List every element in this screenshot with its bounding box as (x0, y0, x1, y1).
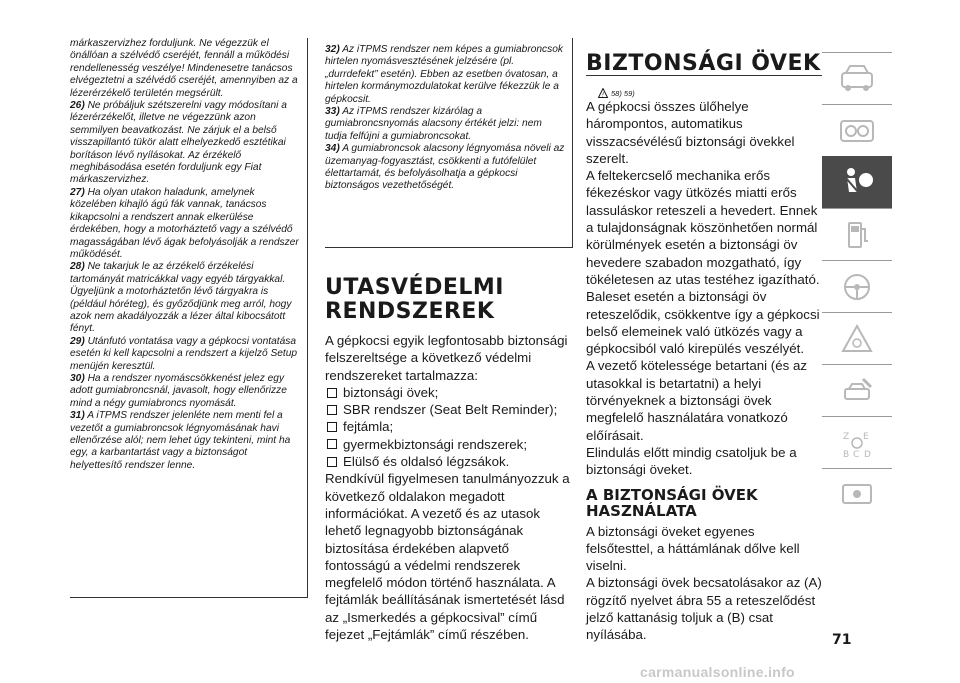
note-number: 34) (325, 143, 340, 155)
right-column (586, 52, 822, 644)
tab-multimedia[interactable] (822, 468, 892, 520)
note-number: 29) (70, 335, 85, 347)
note-number: 26) (70, 100, 85, 112)
section-heading: UTASVÉDELMI RENDSZEREK (325, 275, 504, 324)
list-item (325, 453, 573, 470)
note-text: Ha olyan utakon haladunk, amelynek közelében kihajló ágú fák vannak, tanácsos kikapcsolni a rendszert annak elkerülése érdekében, hogy a motorháztető vagy a szélvédő magasságában lévő ágak befolyásolják a rendszer működését. (70, 186, 299, 260)
checkbox-icon (327, 388, 337, 398)
list-item-label: Elülső és oldalsó légzsákok. (343, 454, 510, 470)
seatbelt-airbag-icon (837, 164, 877, 200)
watermark: carmanualsonline.info (640, 664, 795, 680)
note-text: A iTPMS rendszer jelenléte nem menti fel a vezetőt a gumiabroncsok légnyomásának havi ellenőrzése alól; nem lehet úgy tekinteni, mint ha egy, a karbantartást vagy a biztonságot helyettesítő rendszer lenne. (70, 410, 291, 471)
note-number: 31) (70, 410, 85, 422)
note-text: Ne próbáljuk szétszerelni vagy módosítani a lézerérzékelőt, illetve ne végezzünk azon semmilyen beavatkozást. Ne zárjuk el a belső visszapillantó tükör alatt elhelyezkedő esztétikai borításon lévő nyílásokat. Az érzékelő meghibásodása esetén forduljunk egy Fiat márkaszervizhez. (70, 100, 287, 186)
fuel-pump-icon (837, 217, 877, 253)
list-item-label: fejtámla; (343, 419, 394, 435)
note-number: 27) (70, 186, 85, 198)
tab-safety[interactable] (822, 156, 892, 208)
paragraph: A biztonsági öveket egyenes felsőtesttel, a háttámlának dőlve kell viselni. (586, 523, 800, 574)
note-paragraph (70, 100, 301, 187)
note-paragraph (325, 44, 566, 106)
note-text: Az iTPMS rendszer kizárólag a gumiabroncsnyomás alacsony értékét jelzi: nem tudja felfújni a gumiabroncsokat. (325, 106, 542, 142)
paragraph: A biztonsági övek becsatolásakor az (A) rögzítő nyelvet ábra 55 a reteszelődést jelző kattanásig toljuk a (B) csat nyílásába. (586, 575, 822, 643)
note-paragraph (70, 38, 301, 100)
note-paragraph (70, 373, 301, 410)
note-paragraph (325, 106, 566, 143)
chapter-tabs (822, 52, 892, 520)
dashboard-icon (837, 113, 877, 149)
svg-text:D: D (864, 449, 871, 460)
left-notes-column (70, 38, 308, 598)
paragraph: A vezető kötelessége betartani (és az utasokkal is betartatni) a helyi törvényeknek a biztonsági övek megfelelő használatára vonatkozó előírásait. (586, 358, 808, 443)
note-number: 28) (70, 261, 85, 273)
tab-car[interactable] (822, 52, 892, 104)
wrench-car-icon (837, 373, 877, 409)
list-item (325, 401, 573, 418)
note-paragraph (70, 261, 301, 335)
checkbox-icon (327, 405, 337, 415)
protection-systems-list (325, 384, 573, 470)
note-text: Ne takarjuk le az érzékelő érzékelési tartományát matricákkal vagy egyéb tárgyakkal. Ügyeljünk a motorháztetőn lévő tárgyakra is (például hóréteg), és győződjünk meg arról, hogy azok nem akadályozzák a lézer által kibocsátott fényt. (70, 261, 292, 335)
warning-triangle-icon (837, 321, 877, 357)
intro-text: A gépkocsi egyik legfontosabb biztonsági felszereltsége a következő védelmi rendszereket tartalmazza: (325, 333, 568, 383)
list-item (325, 436, 573, 453)
paragraph: A gépkocsi összes ülőhelye hárompontos, automatikus visszacsévélésű biztonsági övekkel szerelt. (586, 99, 795, 166)
note-text: Az iTPMS rendszer nem képes a gumiabroncsok hirtelen nyomásvesztésének jelzésére (pl. „durrdefekt” esetén). Ebben az esetben óvatosan, a hirtelen kormánymozdulatokat kerülve fékezzük le a gépkocsit. (325, 44, 564, 105)
tab-emergency[interactable] (822, 312, 892, 364)
tab-maintenance[interactable] (822, 364, 892, 416)
svg-text:C: C (853, 449, 860, 460)
paragraph: Elindulás előtt mindig csatoljuk be a biztonsági öveket. (586, 444, 797, 478)
outro-text: Rendkívül figyelmesen tanulmányozzuk a következő oldalakon megadott információkat. A vezető és az utasok lehető legnagyobb biztonságának biztosítása érdekében alapvető fontosságú a védelmi rendszerek megfelelő módon történő használata. A fejtámlák beállításának ismertetését lásd az „Ismerkedés a gépkocsival” című fejezet „Fejtámlák” című részében. (325, 471, 570, 643)
note-number: 32) (325, 44, 340, 55)
subsection-heading: A BIZTONSÁGI ÖVEK HASZNÁLATA (586, 485, 758, 520)
note-paragraph (70, 410, 301, 472)
warning-triangle-icon (598, 88, 608, 98)
note-number: 30) (70, 372, 85, 384)
list-item (325, 418, 573, 435)
note-paragraph (70, 336, 301, 373)
steering-wheel-icon (837, 269, 877, 305)
list-item-label: gyermekbiztonsági rendszerek; (343, 436, 528, 452)
multimedia-icon (837, 477, 877, 513)
gear-shift-icon (837, 425, 877, 461)
checkbox-icon (327, 457, 337, 467)
tab-technical-data[interactable] (822, 416, 892, 468)
page-title: BIZTONSÁGI ÖVEK (586, 51, 821, 76)
svg-text:B: B (843, 449, 850, 460)
warning-refs-text: 58) 59) (611, 88, 635, 98)
list-item-label: SBR rendszer (Seat Belt Reminder); (343, 402, 558, 418)
note-paragraph (325, 143, 566, 193)
tab-steering[interactable] (822, 260, 892, 312)
note-paragraph (70, 187, 301, 261)
tab-dashboard[interactable] (822, 104, 892, 156)
note-text: Ha a rendszer nyomáscsökkenést jelez egy adott gumiabroncsnál, javasolt, hogy ellenőrizze mind a négy gumiabroncs nyomását. (70, 372, 287, 409)
note-text: Utánfutó vontatása vagy a gépkocsi vontatása esetén ki kell kapcsolni a rendszert a kijelző Setup menüjén keresztül. (70, 335, 298, 372)
car-icon (837, 61, 877, 97)
warning-refs (598, 88, 822, 98)
list-item (325, 384, 573, 401)
paragraph: A feltekercselő mechanika erős fékezéskor vagy ütközés miatti erős lassuláskor reteszeli a hevedert. Ennek a tulajdonságnak köszönhetően normál körülmények esetén a biztonsági öv hevedere szabadon mozgatható, így tökéletesen az utas testéhez igazítható. Baleset esetén a biztonsági öv reteszelődik, csökkentve így a gépkocsi belső elemeinek való ütközés vagy a gépkocsiból való kirepülés veszélyét. (586, 168, 820, 357)
middle-column (325, 38, 573, 643)
note-number: 33) (325, 106, 340, 118)
notes-box (325, 38, 573, 248)
note-text: márkaszervizhez forduljunk. Ne végezzük el önállóan a szélvédő cseréjét, fennáll a működési rendellenesség veszélye! Mindenesetre tanácsos elvégeztetni a szélvédő cseréjét, amennyiben az a lézerérzékelő területén megsérült. (70, 38, 298, 99)
svg-text:E: E (863, 431, 869, 442)
checkbox-icon (327, 422, 337, 432)
list-item-label: biztonsági övek; (343, 384, 439, 400)
svg-text:!: ! (601, 91, 605, 98)
checkbox-icon (327, 439, 337, 449)
page-number: 71 (832, 632, 852, 648)
svg-text:Z: Z (843, 431, 850, 442)
note-text: A gumiabroncsok alacsony légnyomása növeli az üzemanyag-fogyasztást, csökkenti a futófelület élettartamát, és befolyásolhatja a gépkocsi biztonságos vezethetőségét. (325, 143, 565, 192)
tab-fuel[interactable] (822, 208, 892, 260)
